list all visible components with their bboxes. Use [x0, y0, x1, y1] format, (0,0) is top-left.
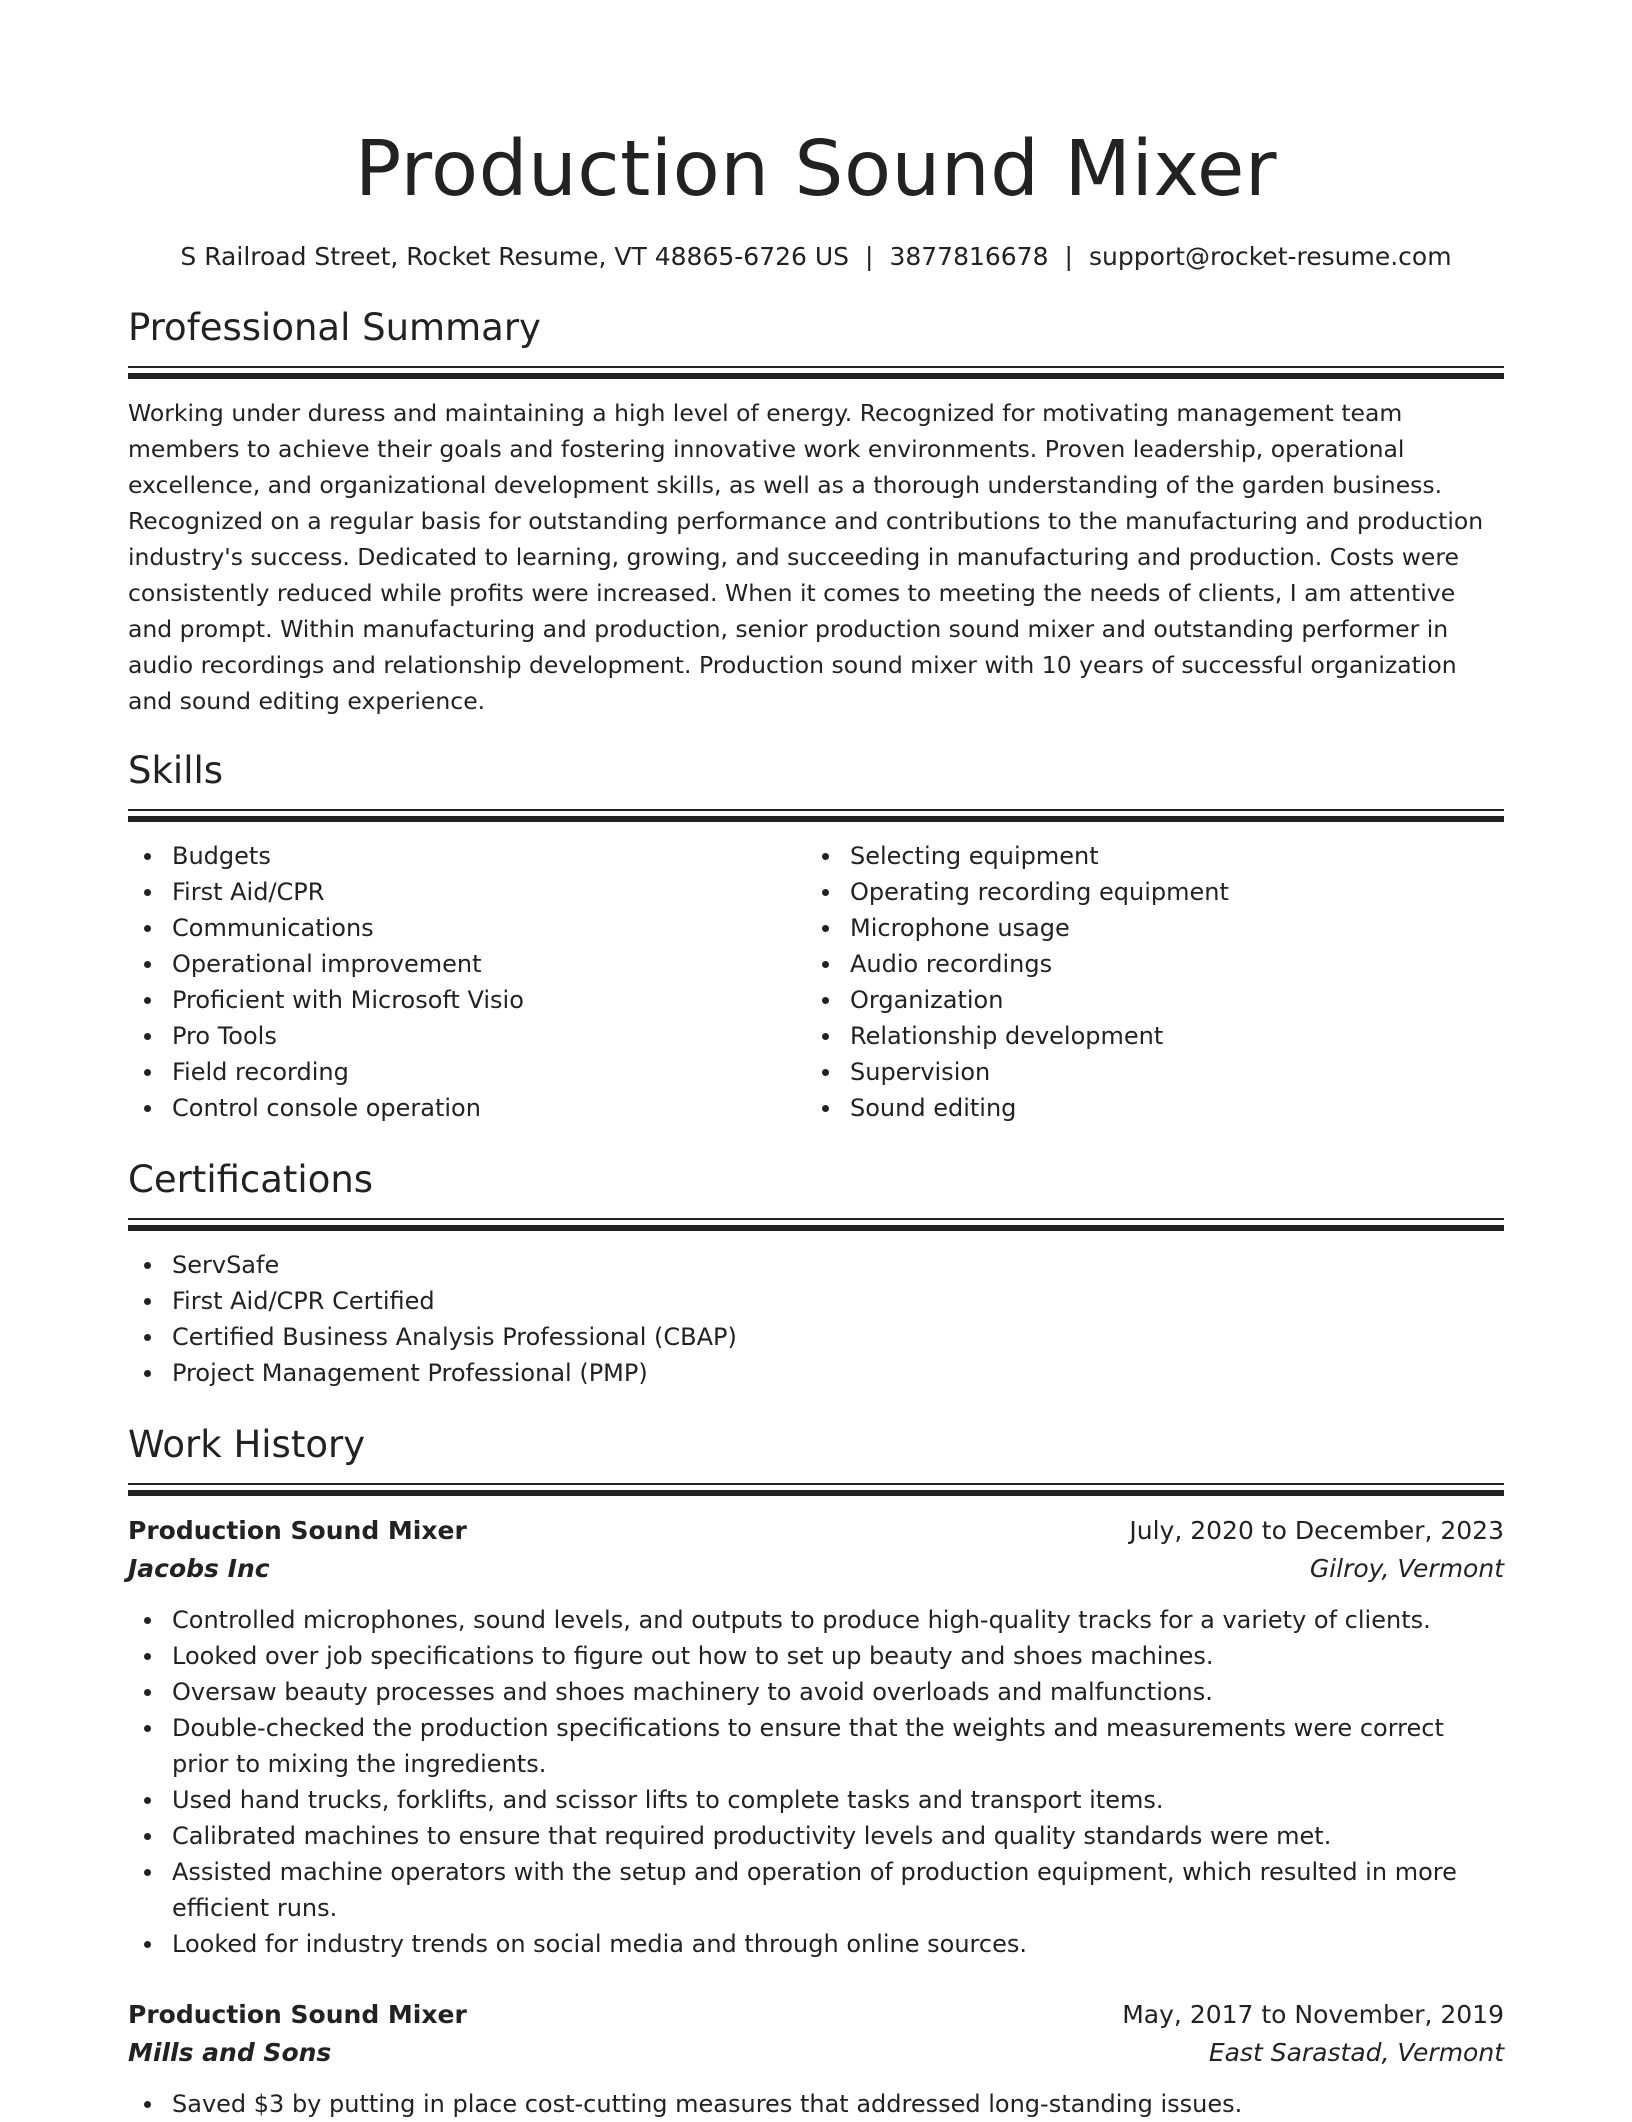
job-entry: [128, 1512, 1504, 1962]
job-location: East Sarastad, Vermont: [1208, 2038, 1504, 2067]
job-bullet: Saved $3 by putting in place cost-cutting measures that addressed long-standing issues.: [128, 2086, 1504, 2122]
job-entry: [128, 1996, 1504, 2122]
job-location: Gilroy, Vermont: [1309, 1554, 1504, 1583]
skill-item: Budgets: [128, 838, 806, 874]
job-bullet: Oversaw beauty processes and shoes machinery to avoid overloads and malfunctions.: [128, 1674, 1504, 1710]
job-bullet: Assisted machine operators with the setup and operation of production equipment, which resulted in more efficient runs.: [128, 1854, 1504, 1926]
skill-item: Audio recordings: [806, 946, 1484, 982]
job-subheader: [128, 1550, 1504, 1588]
job-bullet: Controlled microphones, sound levels, and outputs to produce high-quality tracks for a variety of clients.: [128, 1602, 1504, 1638]
section-divider: [128, 809, 1504, 822]
skill-item: First Aid/CPR: [128, 874, 806, 910]
job-subheader: [128, 2034, 1504, 2072]
job-dates: July, 2020 to December, 2023: [1129, 1516, 1504, 1545]
skill-item: Proficient with Microsoft Visio: [128, 982, 806, 1018]
skill-item: Organization: [806, 982, 1484, 1018]
skill-item: Pro Tools: [128, 1018, 806, 1054]
skills-column-right: [806, 838, 1484, 1126]
skills-section: [128, 747, 1504, 1126]
contact-email: support@rocket-resume.com: [1088, 242, 1452, 271]
skills-grid: [128, 838, 1504, 1126]
certification-item: Project Management Professional (PMP): [128, 1355, 1504, 1391]
job-title: Production Sound Mixer: [128, 2000, 467, 2029]
certifications-section: [128, 1156, 1504, 1391]
job-header: [128, 1512, 1504, 1550]
section-divider: [128, 1218, 1504, 1231]
contact-phone: 3877816678: [889, 242, 1049, 271]
skill-item: Relationship development: [806, 1018, 1484, 1054]
section-divider: [128, 366, 1504, 379]
resume-page: [128, 0, 1504, 2122]
job-company: Mills and Sons: [128, 2038, 332, 2067]
skill-item: Communications: [128, 910, 806, 946]
certifications-list: [128, 1247, 1504, 1391]
section-title-skills: Skills: [128, 749, 224, 792]
contact-separator: |: [865, 242, 874, 271]
job-bullet: Looked over job specifications to figure out how to set up beauty and shoes machines.: [128, 1638, 1504, 1674]
skill-item: Control console operation: [128, 1090, 806, 1126]
job-bullets: [128, 2086, 1504, 2122]
certification-item: Certified Business Analysis Professional (CBAP): [128, 1319, 1504, 1355]
certification-item: ServSafe: [128, 1247, 1504, 1283]
summary-text: Working under duress and maintaining a high level of energy. Recognized for motivating management team members to achieve their goals and fostering innovative work environments. Proven leadership, operational excellence, and organizational development skills, as well as a thorough understanding of the garden business. Recognized on a regular basis for outstanding performance and contributions to the manufacturing and production industry's success. Dedicated to learning, growing, and succeeding in manufacturing and production. Costs were consistently reduced while profits were increased. When it comes to meeting the needs of clients, I am attentive and prompt. Within manufacturing and production, senior production sound mixer and outstanding performer in audio recordings and relationship development. Production sound mixer with 10 years of successful organization and sound editing experience.: [128, 399, 1484, 715]
skill-item: Supervision: [806, 1054, 1484, 1090]
contact-address: S Railroad Street, Rocket Resume, VT 48865-6726 US: [180, 242, 850, 271]
job-bullet: Looked for industry trends on social media and through online sources.: [128, 1926, 1504, 1962]
job-company: Jacobs Inc: [128, 1554, 270, 1583]
skill-item: Microphone usage: [806, 910, 1484, 946]
contact-separator: |: [1064, 242, 1073, 271]
section-title-work-history: Work History: [128, 1423, 366, 1466]
skill-item: Operational improvement: [128, 946, 806, 982]
contact-line: [128, 240, 1504, 274]
job-bullets: [128, 1602, 1504, 1962]
job-bullet: Calibrated machines to ensure that required productivity levels and quality standards were met.: [128, 1818, 1504, 1854]
section-divider: [128, 1483, 1504, 1496]
section-title-certifications: Certifications: [128, 1158, 374, 1201]
job-bullet: Double-checked the production specifications to ensure that the weights and measurements were correct prior to mixing the ingredients.: [128, 1710, 1504, 1782]
work-history-section: [128, 1421, 1504, 2122]
skill-item: Field recording: [128, 1054, 806, 1090]
skills-column-left: [128, 838, 806, 1126]
job-header: [128, 1996, 1504, 2034]
resume-name: Production Sound Mixer: [354, 125, 1278, 214]
job-bullet: Used hand trucks, forklifts, and scissor lifts to complete tasks and transport items.: [128, 1782, 1504, 1818]
summary-section: [128, 304, 1504, 719]
job-title: Production Sound Mixer: [128, 1516, 467, 1545]
certification-item: First Aid/CPR Certified: [128, 1283, 1504, 1319]
section-title-summary: Professional Summary: [128, 306, 541, 349]
skill-item: Sound editing: [806, 1090, 1484, 1126]
skill-item: Operating recording equipment: [806, 874, 1484, 910]
job-dates: May, 2017 to November, 2019: [1122, 2000, 1504, 2029]
skill-item: Selecting equipment: [806, 838, 1484, 874]
